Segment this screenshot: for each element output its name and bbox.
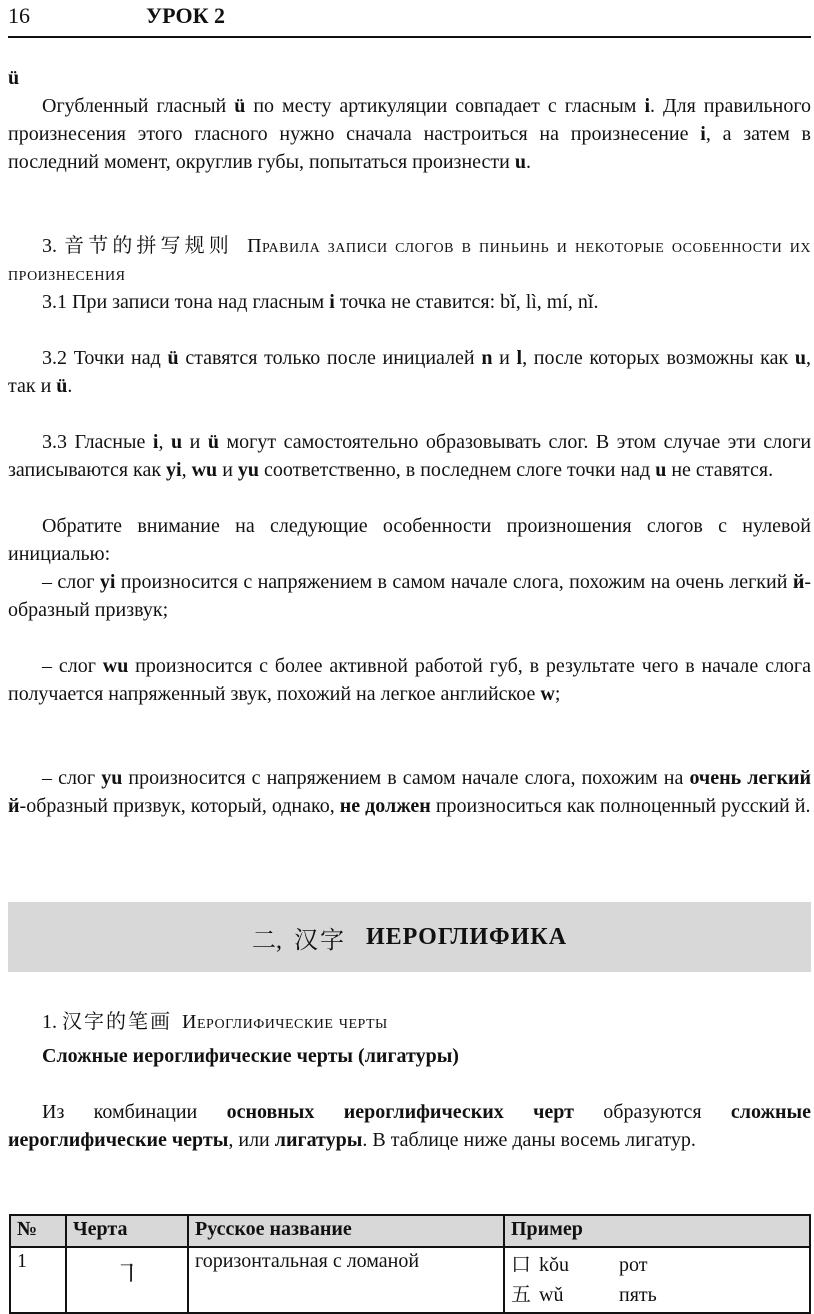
rule-3-3: 3.3 Гласные i, u и ü могут самостоятельно образовывать слог. В этом случае эти слоги записываются как yi, wu и yu соответственно, в последнем слоге точки над u не ставятся. <box>8 431 812 481</box>
syllable-yu-note: – слог yu произносится с напряжением в самом начале слога, похожим на очень легкий й-образный призвук, который, однако, не должен произноситься как полноценный русский й. <box>8 767 812 817</box>
section-1-subtitle: Сложные иероглифические черты (лигатуры) <box>42 1045 459 1067</box>
syllable-yi-note: – слог yi произносится с напряжением в самом начале слога, похожим на очень легкий й-образный призвук; <box>8 571 812 621</box>
section-1-heading: 1. 汉字的笔画 Иероглифические черты <box>42 1011 388 1033</box>
syllable-wu-note: – слог wu произносится с более активной работой губ, в результате чего в начале слога получается напряженный звук, похожий на легкое английское w; <box>8 655 812 705</box>
section-3-heading: 3. 音节的拼写规则 Правила записи слогов в пиньинь и некоторые особенности их произнесения <box>8 235 812 285</box>
table-row <box>10 1247 810 1313</box>
stroke-name: горизонтальная с ломаной <box>188 1247 504 1313</box>
u-umlaut-heading: ü <box>8 67 20 89</box>
section-banner <box>8 902 811 972</box>
banner-chinese: 汉字 <box>293 927 346 954</box>
example-item: 口 kǒu рот <box>511 1254 648 1276</box>
banner-number: 二, <box>251 927 282 954</box>
zero-initial-note: Обратите внимание на следующие особенности произношения слогов с нулевой инициалью: <box>8 515 811 565</box>
example-item: 五 wǔ пять <box>511 1284 657 1306</box>
col-header-example: Пример <box>504 1215 810 1247</box>
section-1-intro: Из комбинации основных иероглифических черт образуются сложные иероглифические черты, или лигатуры. В таблице ниже даны восемь лигатур. <box>8 1101 812 1151</box>
examples-cell <box>504 1247 810 1313</box>
col-header-stroke: Черта <box>66 1215 188 1247</box>
rule-3-2: 3.2 Точки над ü ставятся только после инициалей n и l, после которых возможны как u, так и ü. <box>8 347 811 397</box>
lesson-title: УРОК 2 <box>146 3 226 28</box>
u-umlaut-paragraph: Огубленный гласный ü по месту артикуляции совпадает с гласным i. Для правильного произнесения этого гласного нужно сначала настроиться на произнесение i, а затем в последний момент, округлив губы, попытаться произнести u. <box>8 95 812 173</box>
table-header-row <box>10 1215 810 1247</box>
col-header-name: Русское название <box>188 1215 504 1247</box>
page-header <box>8 0 811 38</box>
page-number: 16 <box>8 3 30 28</box>
row-number: 1 <box>10 1247 66 1313</box>
rule-3-1: 3.1 При записи тона над гласным i точка не ставится: bǐ, lì, mí, nǐ. <box>42 291 599 313</box>
col-header-number: № <box>10 1215 66 1247</box>
banner-title: ИЕРОГЛИФИКА <box>365 923 568 950</box>
ligature-table <box>9 1214 811 1314</box>
stroke-glyph: ㇕ <box>66 1247 188 1313</box>
